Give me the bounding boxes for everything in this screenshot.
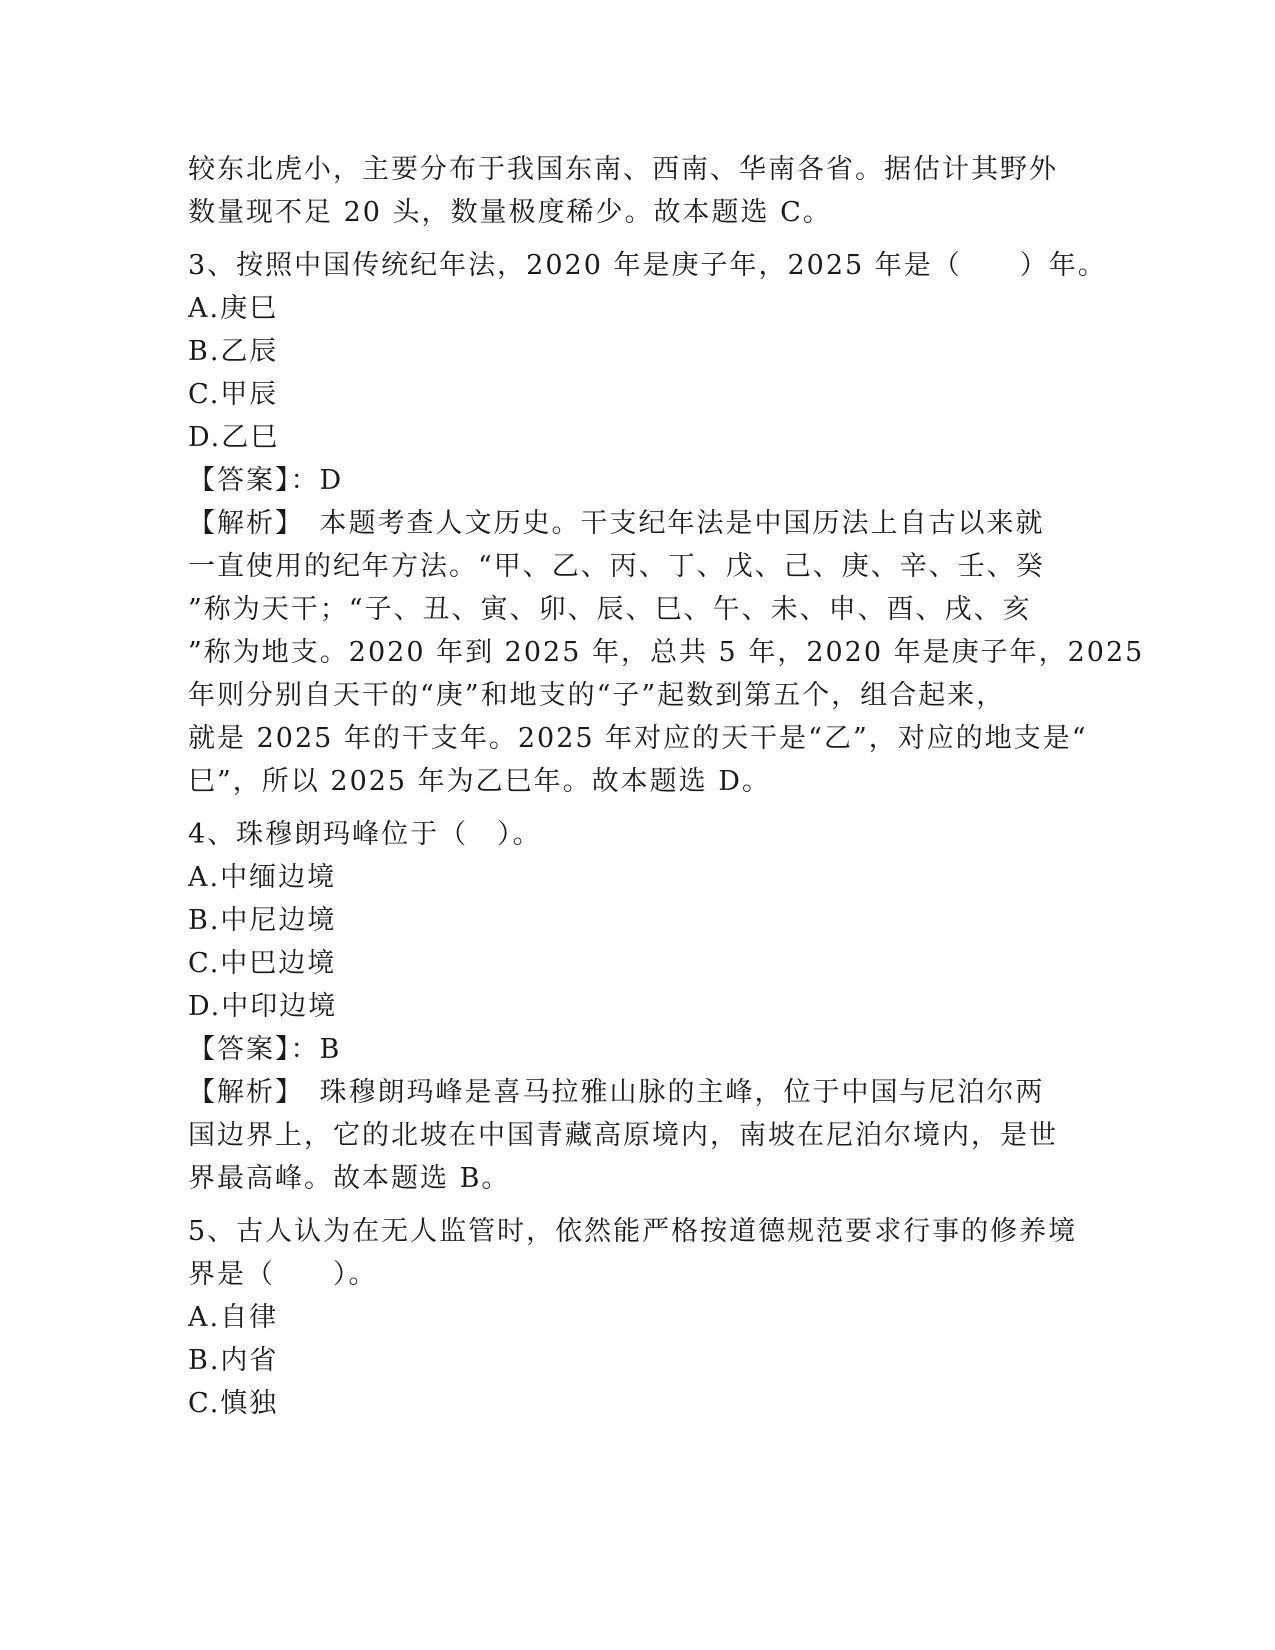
question-3 [188, 244, 1145, 803]
question-5 [188, 1210, 1088, 1425]
option-a: A.自律 [188, 1302, 279, 1333]
question-stem-continued: 界是（ ）。 [188, 1259, 378, 1290]
analysis-line: 就是 2025 年的干支年。2025 年对应的天干是“乙”，对应的地支是“ [188, 723, 1088, 754]
analysis-block [188, 1071, 1088, 1200]
question-stem: 4、珠穆朗玛峰位于（ ）。 [188, 819, 542, 850]
text-line: 数量现不足 20 头，数量极度稀少。故本题选 C。 [188, 197, 832, 228]
question-stem: 3、按照中国传统纪年法，2020 年是庚子年，2025 年是（ ）年。 [188, 250, 1107, 281]
option-c: C.慎独 [188, 1388, 279, 1419]
option-d: D.中印边境 [188, 991, 338, 1022]
analysis-line: ”称为天干；“子、丑、寅、卯、辰、巳、午、未、申、酉、戌、亥 [188, 594, 1032, 625]
text-line: 较东北虎小，主要分布于我国东南、西南、华南各省。据估计其野外 [188, 154, 1058, 185]
analysis-line: 一直使用的纪年方法。“甲、乙、丙、丁、戊、己、庚、辛、壬、癸 [188, 551, 1045, 582]
question-4 [188, 813, 1088, 1200]
question-stem: 5、古人认为在无人监管时，依然能严格按道德规范要求行事的修养境 [188, 1216, 1078, 1247]
analysis-line: 年则分别自天干的“庚”和地支的“子”起数到第五个，组合起来， [188, 680, 1006, 711]
analysis-line: ”称为地支。2020 年到 2025 年，总共 5 年，2020 年是庚子年，2025 [188, 637, 1145, 668]
option-b: B.内省 [188, 1345, 279, 1376]
analysis-block [188, 502, 1145, 803]
analysis-line: 巳”，所以 2025 年为乙巳年。故本题选 D。 [188, 766, 771, 797]
answer-line: 【答案】：B [188, 1034, 342, 1065]
option-a: A.庚巳 [188, 293, 279, 324]
option-d: D.乙巳 [188, 422, 280, 453]
option-a: A.中缅边境 [188, 862, 337, 893]
answer-line: 【答案】：D [188, 465, 344, 496]
option-b: B.中尼边境 [188, 905, 337, 936]
option-c: C.中巴边境 [188, 948, 337, 979]
q2-explanation-tail [188, 148, 1088, 234]
analysis-line: 国边界上，它的北坡在中国青藏高原境内，南坡在尼泊尔境内，是世 [188, 1120, 1058, 1151]
document-page [188, 148, 1145, 1425]
analysis-line: 【解析】 本题考查人文历史。干支纪年法是中国历法上自古以来就 [188, 508, 1045, 539]
option-c: C.甲辰 [188, 379, 279, 410]
analysis-line: 界最高峰。故本题选 B。 [188, 1163, 511, 1194]
option-b: B.乙辰 [188, 336, 279, 367]
analysis-line: 【解析】 珠穆朗玛峰是喜马拉雅山脉的主峰，位于中国与尼泊尔两 [188, 1077, 1045, 1108]
